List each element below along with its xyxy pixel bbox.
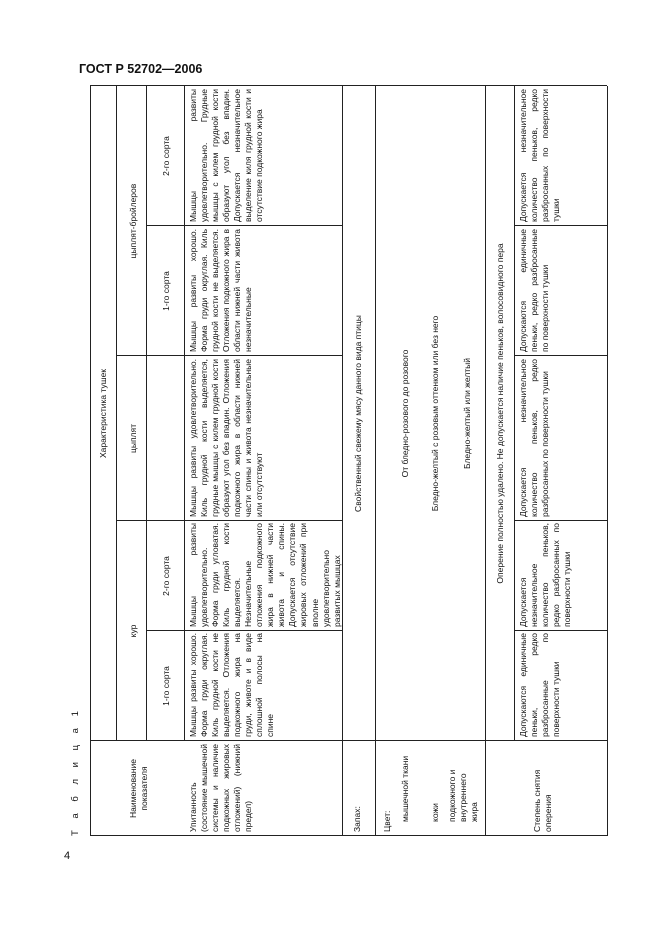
broilers-header: цыплят-бройлеров	[128, 183, 138, 259]
upitannost-label: Упитанность (состояние мышечной системы и наличие подкожных жировых отложений) (нижний предел)	[188, 744, 254, 832]
upitannost-kur-grade-1: Мышцы развиты хорошо. Форма груди округлая. Киль грудной кости не выделяется. Отложения подкожного жира на груди, животе и в виде сплошной полосы на спине	[188, 633, 276, 737]
table-border-left	[90, 835, 607, 836]
rule-under-tsvet	[485, 86, 486, 836]
rule-under-characteristic	[116, 86, 117, 741]
upitannost-broilers-grade-1: Мышцы развиты хорошо. Форма груди округлая. Киль грудной кости не выделяется. Отложения подкожного жира в области нижней части живота незначительные	[188, 229, 254, 352]
upitannost-tsyplyat: Мышцы развиты удовлетворительно. Киль грудной кости выделяется, грудные мышцы с килем грудной кости образуют угол без впадин. Отложения подкожного жира в области нижней части спины и живота незначительные или отсутствуют	[188, 359, 265, 517]
page-number: 4	[64, 850, 71, 862]
rule-under-categories	[146, 86, 147, 741]
operenie-kur-grade-2: Допускается незначительное количество пеньков, редко разбросанных по поверхности тушки	[518, 523, 573, 627]
table-caption: Т а б л и ц а 1	[70, 706, 81, 836]
operenie-header: Оперение полностью удалено. Не допускается наличие пеньков, волосовидного пера	[495, 243, 505, 584]
broilers-grade-2-header: 2-го сорта	[161, 136, 171, 176]
operenie-tsyplyat: Допускается незначительное количество пеньков, редко разбросанных по поверхности тушки	[518, 359, 551, 517]
indicator-header: Наименование показателя	[128, 759, 150, 818]
rule-under-zapah	[375, 86, 376, 836]
tsvet-skin-value: Бледно-желтый с розовым оттенком или без него	[430, 315, 440, 512]
kur-grade-1-header: 1-го сорта	[161, 666, 171, 706]
rule-col-group-2	[116, 355, 342, 356]
tsvet-label: Цвет:	[382, 810, 392, 832]
rule-under-grades	[184, 86, 185, 741]
operenie-broilers-grade-2: Допускается незначительное количество пеньков, редко разбросанных по поверхности тушки	[518, 89, 562, 222]
zapah-label: Запах:	[352, 806, 362, 832]
rule-operenie-1	[514, 630, 607, 631]
tsvet-skin-label: кожи	[430, 803, 440, 822]
rule-under-operenie-header	[514, 86, 515, 741]
upitannost-broilers-grade-2: Мышцы развиты удовлетворительно. Грудные мышцы с килем грудной кости образуют угол без впадин. Допускается незначительное выделение киля грудной кости и отсутствие подкожного жира	[188, 89, 265, 222]
table-border-bottom	[607, 86, 608, 836]
rule-col-grade-1	[146, 630, 342, 631]
data-table	[90, 86, 607, 836]
characteristic-header: Характеристика тушек	[98, 368, 108, 459]
zapah-value: Свойственный свежему мясу данного вида птицы	[353, 315, 363, 512]
rule-operenie-4	[514, 225, 607, 226]
rule-under-upitannost	[342, 86, 343, 836]
operenie-kur-grade-1: Допускаются единичные пеньки, редко разбросанные по поверхности тушки	[518, 633, 562, 737]
rule-operenie-3	[514, 355, 607, 356]
kur-header: кур	[128, 624, 138, 638]
document-header: ГОСТ Р 52702—2006	[79, 62, 203, 76]
rule-operenie-2	[514, 520, 607, 521]
rule-col-group-1	[116, 520, 342, 521]
tsvet-muscle-label: мышечной ткани	[400, 755, 410, 822]
rotated-table-block	[70, 86, 610, 836]
rule-col-indicator	[90, 740, 607, 741]
broilers-grade-1-header: 1-го сорта	[161, 271, 171, 311]
table-border-right	[90, 85, 607, 86]
tsvet-fat-label: подкожного и внутреннего жира	[447, 769, 480, 822]
tsvet-muscle-value: От бледно-розового до розового	[400, 349, 410, 478]
kur-grade-2-header: 2-го сорта	[161, 556, 171, 596]
rule-col-grade-2	[146, 225, 342, 226]
tsvet-fat-value: Бледно-желтый или желтый	[462, 357, 472, 470]
upitannost-kur-grade-2: Мышцы развиты удовлетворительно. Форма груди угловатая. Киль грудной кости выделяется. Незначительные отложения подкожного жира в нижней части живота и спины. Допускается отсутствие жировых отложений при вполне удовлетворительно развитых мышцах	[188, 523, 342, 627]
operenie-broilers-grade-1: Допускаются единичные пеньки, редко разбросанные по поверхности тушки	[518, 229, 551, 352]
operenie-label: Степень снятия оперения	[532, 769, 554, 832]
table-border-top	[90, 86, 91, 836]
tsyplyat-header: цыплят	[128, 423, 138, 454]
